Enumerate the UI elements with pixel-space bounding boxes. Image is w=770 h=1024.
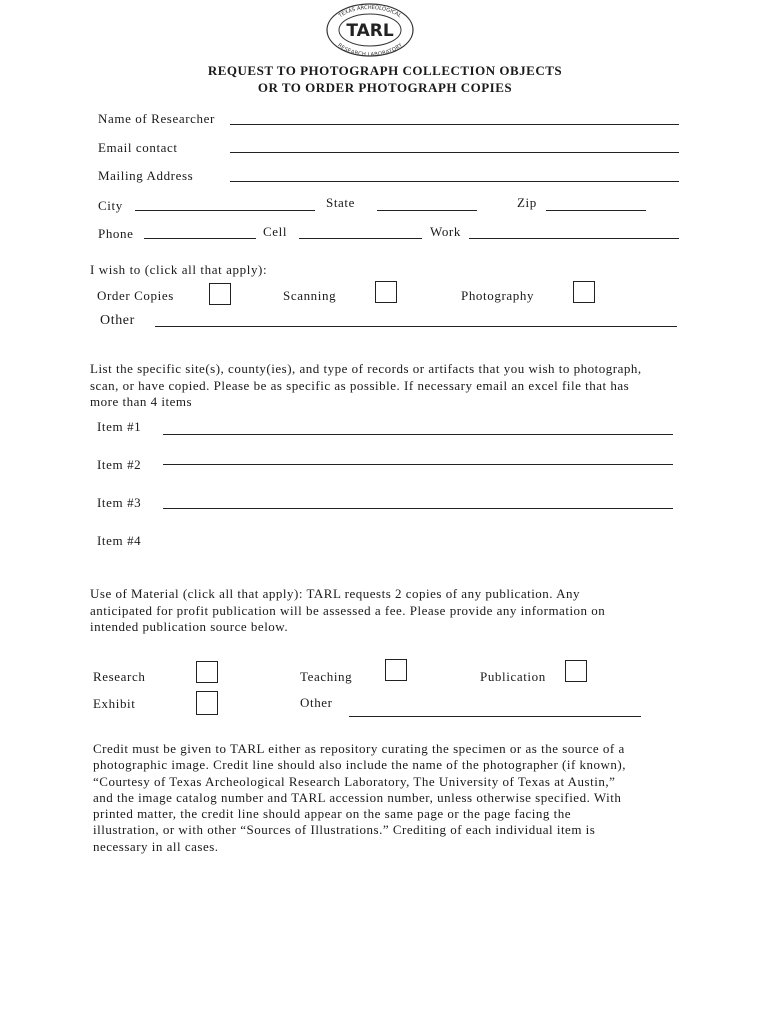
- use-other-field[interactable]: [349, 716, 641, 717]
- credit-line1: Credit must be given to TARL either as repository curating the specimen or as the source of a: [93, 741, 625, 756]
- phone-label: Phone: [98, 226, 134, 241]
- use-intro-line3: intended publication source below.: [90, 619, 289, 634]
- mailing-label: Mailing Address: [98, 168, 194, 183]
- items-instructions-line3: more than 4 items: [90, 394, 193, 409]
- item3-field[interactable]: [163, 508, 673, 509]
- cell-field[interactable]: [299, 238, 422, 239]
- services-other-label: Other: [100, 313, 135, 328]
- research-label: Research: [93, 669, 146, 684]
- form-title-line1: REQUEST TO PHOTOGRAPH COLLECTION OBJECTS: [207, 63, 563, 78]
- credit-line7: necessary in all cases.: [93, 838, 219, 854]
- photography-checkbox[interactable]: [573, 281, 595, 303]
- services-other-field[interactable]: [155, 326, 677, 327]
- exhibit-label: Exhibit: [93, 696, 136, 711]
- use-intro-line2: anticipated for profit publication will be assessed a fee. Please provide any information on: [90, 602, 606, 618]
- zip-field[interactable]: [546, 210, 646, 211]
- credit-paragraph: [93, 741, 626, 855]
- teaching-checkbox[interactable]: [385, 659, 407, 681]
- item2-label: Item #2: [97, 457, 142, 472]
- scanning-label: Scanning: [283, 288, 337, 303]
- credit-line6: illustration, or with other “Sources of Illustrations.” Crediting of each individual item is: [93, 822, 596, 838]
- city-label: City: [98, 198, 123, 213]
- use-intro: [90, 586, 605, 636]
- publication-label: Publication: [480, 669, 546, 684]
- exhibit-checkbox[interactable]: [196, 691, 218, 715]
- research-checkbox[interactable]: [196, 661, 218, 683]
- services-prompt: I wish to (click all that apply):: [90, 262, 268, 277]
- city-field[interactable]: [135, 210, 315, 211]
- name-field[interactable]: [230, 124, 679, 125]
- publication-checkbox[interactable]: [565, 660, 587, 682]
- work-field[interactable]: [469, 238, 679, 239]
- state-field[interactable]: [377, 210, 477, 211]
- item1-label: Item #1: [97, 419, 142, 434]
- zip-label: Zip: [517, 195, 537, 210]
- svg-text:RESEARCH LABORATORY: [336, 42, 404, 58]
- item1-field[interactable]: [163, 434, 673, 435]
- cell-label: Cell: [263, 224, 288, 239]
- logo-name: TARL: [346, 21, 394, 41]
- phone-field[interactable]: [144, 238, 256, 239]
- name-label: Name of Researcher: [98, 111, 215, 126]
- credit-line5: printed matter, the credit line should appear on the same page or the page facing the: [93, 806, 572, 822]
- item3-label: Item #3: [97, 495, 142, 510]
- credit-line2: photographic image. Credit line should also include the name of the photographer (if known),: [93, 757, 627, 773]
- email-label: Email contact: [98, 140, 178, 155]
- order-copies-label: Order Copies: [97, 288, 174, 303]
- use-intro-line1: Use of Material (click all that apply): TARL requests 2 copies of any publication. Any: [90, 586, 580, 601]
- form-title-line2: OR TO ORDER PHOTOGRAPH COPIES: [257, 80, 513, 95]
- items-instructions-line1: List the specific site(s), county(ies), and type of records or artifacts that you wish to photograph,: [90, 361, 642, 376]
- item2-field[interactable]: [163, 464, 673, 465]
- email-field[interactable]: [230, 152, 679, 153]
- work-label: Work: [430, 224, 461, 239]
- items-instructions-line2: scan, or have copied. Please be as specific as possible. If necessary email an excel file that has: [90, 377, 630, 393]
- tarl-logo: [325, 2, 415, 58]
- order-copies-checkbox[interactable]: [209, 283, 231, 305]
- scanning-checkbox[interactable]: [375, 281, 397, 303]
- credit-line4: and the image catalog number and TARL accession number, unless otherwise specified. With: [93, 789, 622, 805]
- teaching-label: Teaching: [300, 669, 353, 684]
- item4-label: Item #4: [97, 533, 142, 548]
- mailing-address-field[interactable]: [230, 181, 679, 182]
- logo-arc-bottom: RESEARCH LABORATORY: [336, 42, 404, 58]
- use-other-label: Other: [300, 695, 333, 710]
- state-label: State: [326, 195, 355, 210]
- items-instructions: [90, 361, 642, 411]
- logo-arc-top: TEXAS ARCHEOLOGICAL: [337, 4, 403, 20]
- credit-line3: “Courtesy of Texas Archeological Research Laboratory, The University of Texas at Austin,”: [93, 773, 616, 789]
- photography-label: Photography: [461, 288, 535, 303]
